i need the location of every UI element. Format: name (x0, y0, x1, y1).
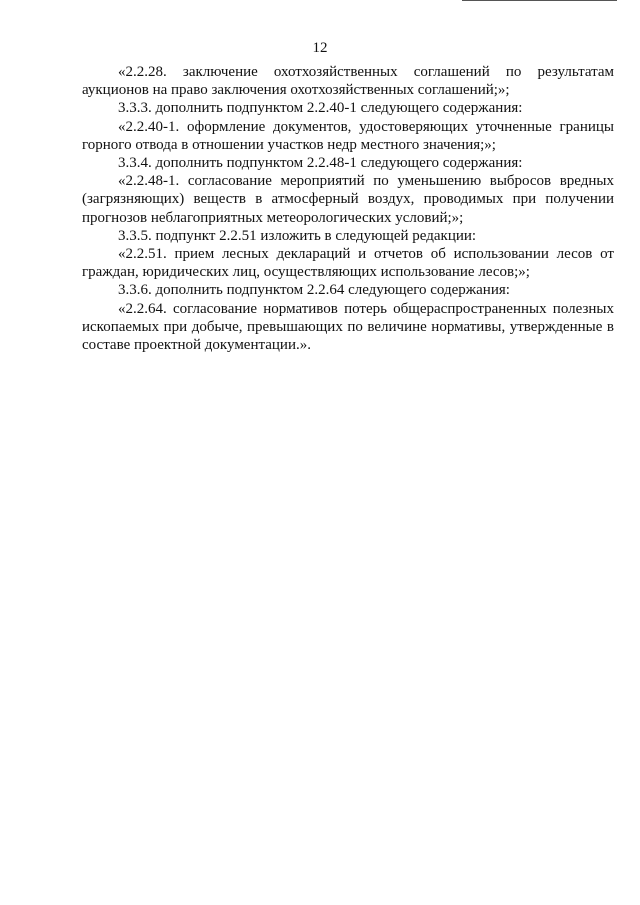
paragraph-3-3-4: 3.3.4. дополнить подпунктом 2.2.48-1 следующего содержания: (118, 155, 523, 172)
paragraph-2-2-48-1: «2.2.48-1. согласование мероприятий по уменьшению выбросов вредных (загрязняющих) веществ в атмосферный воздух, проводимых при получении прогнозов неблагоприятных метеорологических условий;»; (82, 173, 614, 226)
paragraph-2-2-51: «2.2.51. прием лесных деклараций и отчетов об использовании лесов от граждан, юридических лиц, осуществляющих использование лесов;»; (82, 246, 614, 281)
paragraph-3-3-6: 3.3.6. дополнить подпунктом 2.2.64 следующего содержания: (118, 282, 510, 299)
paragraph-2-2-28: «2.2.28. заключение охотхозяйственных соглашений по результатам аукционов на право заключения охотхозяйственных соглашений;»; (82, 64, 614, 99)
paragraph-2-2-64: «2.2.64. согласование нормативов потерь общераспространенных полезных ископаемых при добыче, превышающих по величине нормативы, утвержденные в составе проектной документации.». (82, 300, 614, 354)
page-number: 12 (312, 40, 328, 56)
top-rule (462, 0, 617, 1)
paragraph-3-3-3: 3.3.3. дополнить подпунктом 2.2.40-1 следующего содержания: (118, 100, 523, 117)
paragraph-3-3-5: 3.3.5. подпункт 2.2.51 изложить в следующей редакции: (118, 227, 477, 244)
paragraph-2-2-40-1: «2.2.40-1. оформление документов, удостоверяющих уточненные границы горного отвода в отношении участков недр местного значения;»; (82, 118, 614, 153)
document-body (82, 63, 614, 354)
